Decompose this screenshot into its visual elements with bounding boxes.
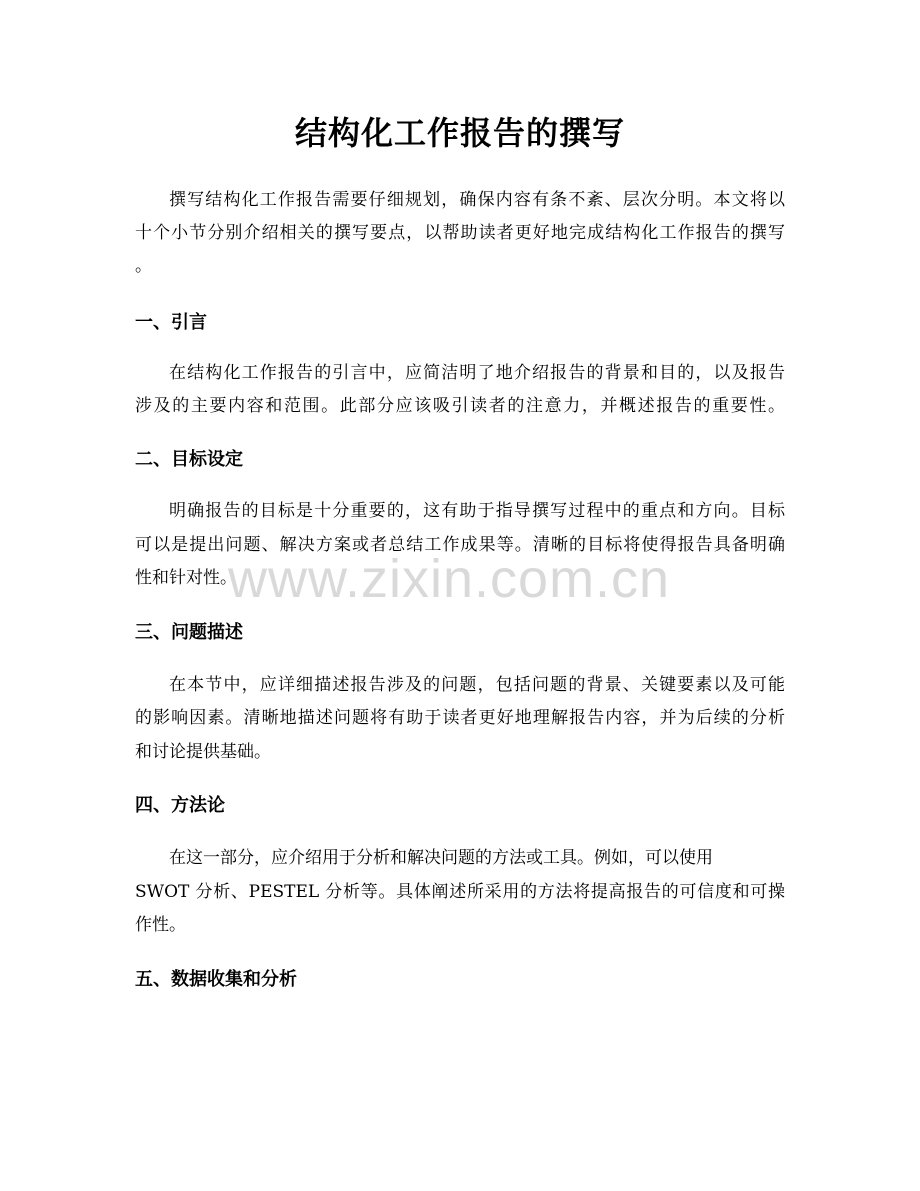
paragraph-line: SWOT 分析、PESTEL 分析等。具体阐述所采用的方法将提高报告的可信度和可操	[135, 882, 785, 902]
paragraph-line: 作性。	[135, 915, 186, 935]
section-heading: 一、引言	[135, 312, 207, 333]
section-heading: 二、目标设定	[135, 449, 243, 470]
paragraph-line: 在这一部分，应介绍用于分析和解决问题的方法或工具。例如，可以使用	[169, 848, 713, 868]
paragraph-line: 明确报告的目标是十分重要的，这有助于指导撰写过程中的重点和方向。目标	[169, 501, 785, 521]
section-heading: 四、方法论	[135, 795, 225, 816]
paragraph-line: 在本节中，应详细描述报告涉及的问题，包括问题的背景、关键要素以及可能	[169, 675, 785, 695]
paragraph-line: 在结构化工作报告的引言中，应简洁明了地介绍报告的背景和目的，以及报告	[169, 363, 785, 383]
intro-line: 撰写结构化工作报告需要仔细规划，确保内容有条不紊、层次分明。本文将以	[169, 190, 785, 210]
paragraph-line: 涉及的主要内容和范围。此部分应该吸引读者的注意力，并概述报告的重要性。	[135, 396, 785, 416]
document-title: 结构化工作报告的撰写	[294, 114, 625, 152]
section-heading: 三、问题描述	[135, 622, 243, 643]
paragraph-line: 性和针对性。	[135, 568, 237, 588]
paragraph-line: 的影响因素。清晰地描述问题将有助于读者更好地理解报告内容，并为后续的分析	[135, 708, 785, 728]
watermark: www.zixin.com.cn	[228, 549, 671, 609]
intro-line: 十个小节分别介绍相关的撰写要点，以帮助读者更好地完成结构化工作报告的撰写	[135, 223, 785, 243]
paragraph-line: 可以是提出问题、解决方案或者总结工作成果等。清晰的目标将使得报告具备明确	[135, 535, 785, 555]
paragraph-line: 和讨论提供基础。	[135, 742, 271, 762]
section-heading: 五、数据收集和分析	[135, 969, 297, 990]
intro-line: 。	[135, 256, 152, 276]
